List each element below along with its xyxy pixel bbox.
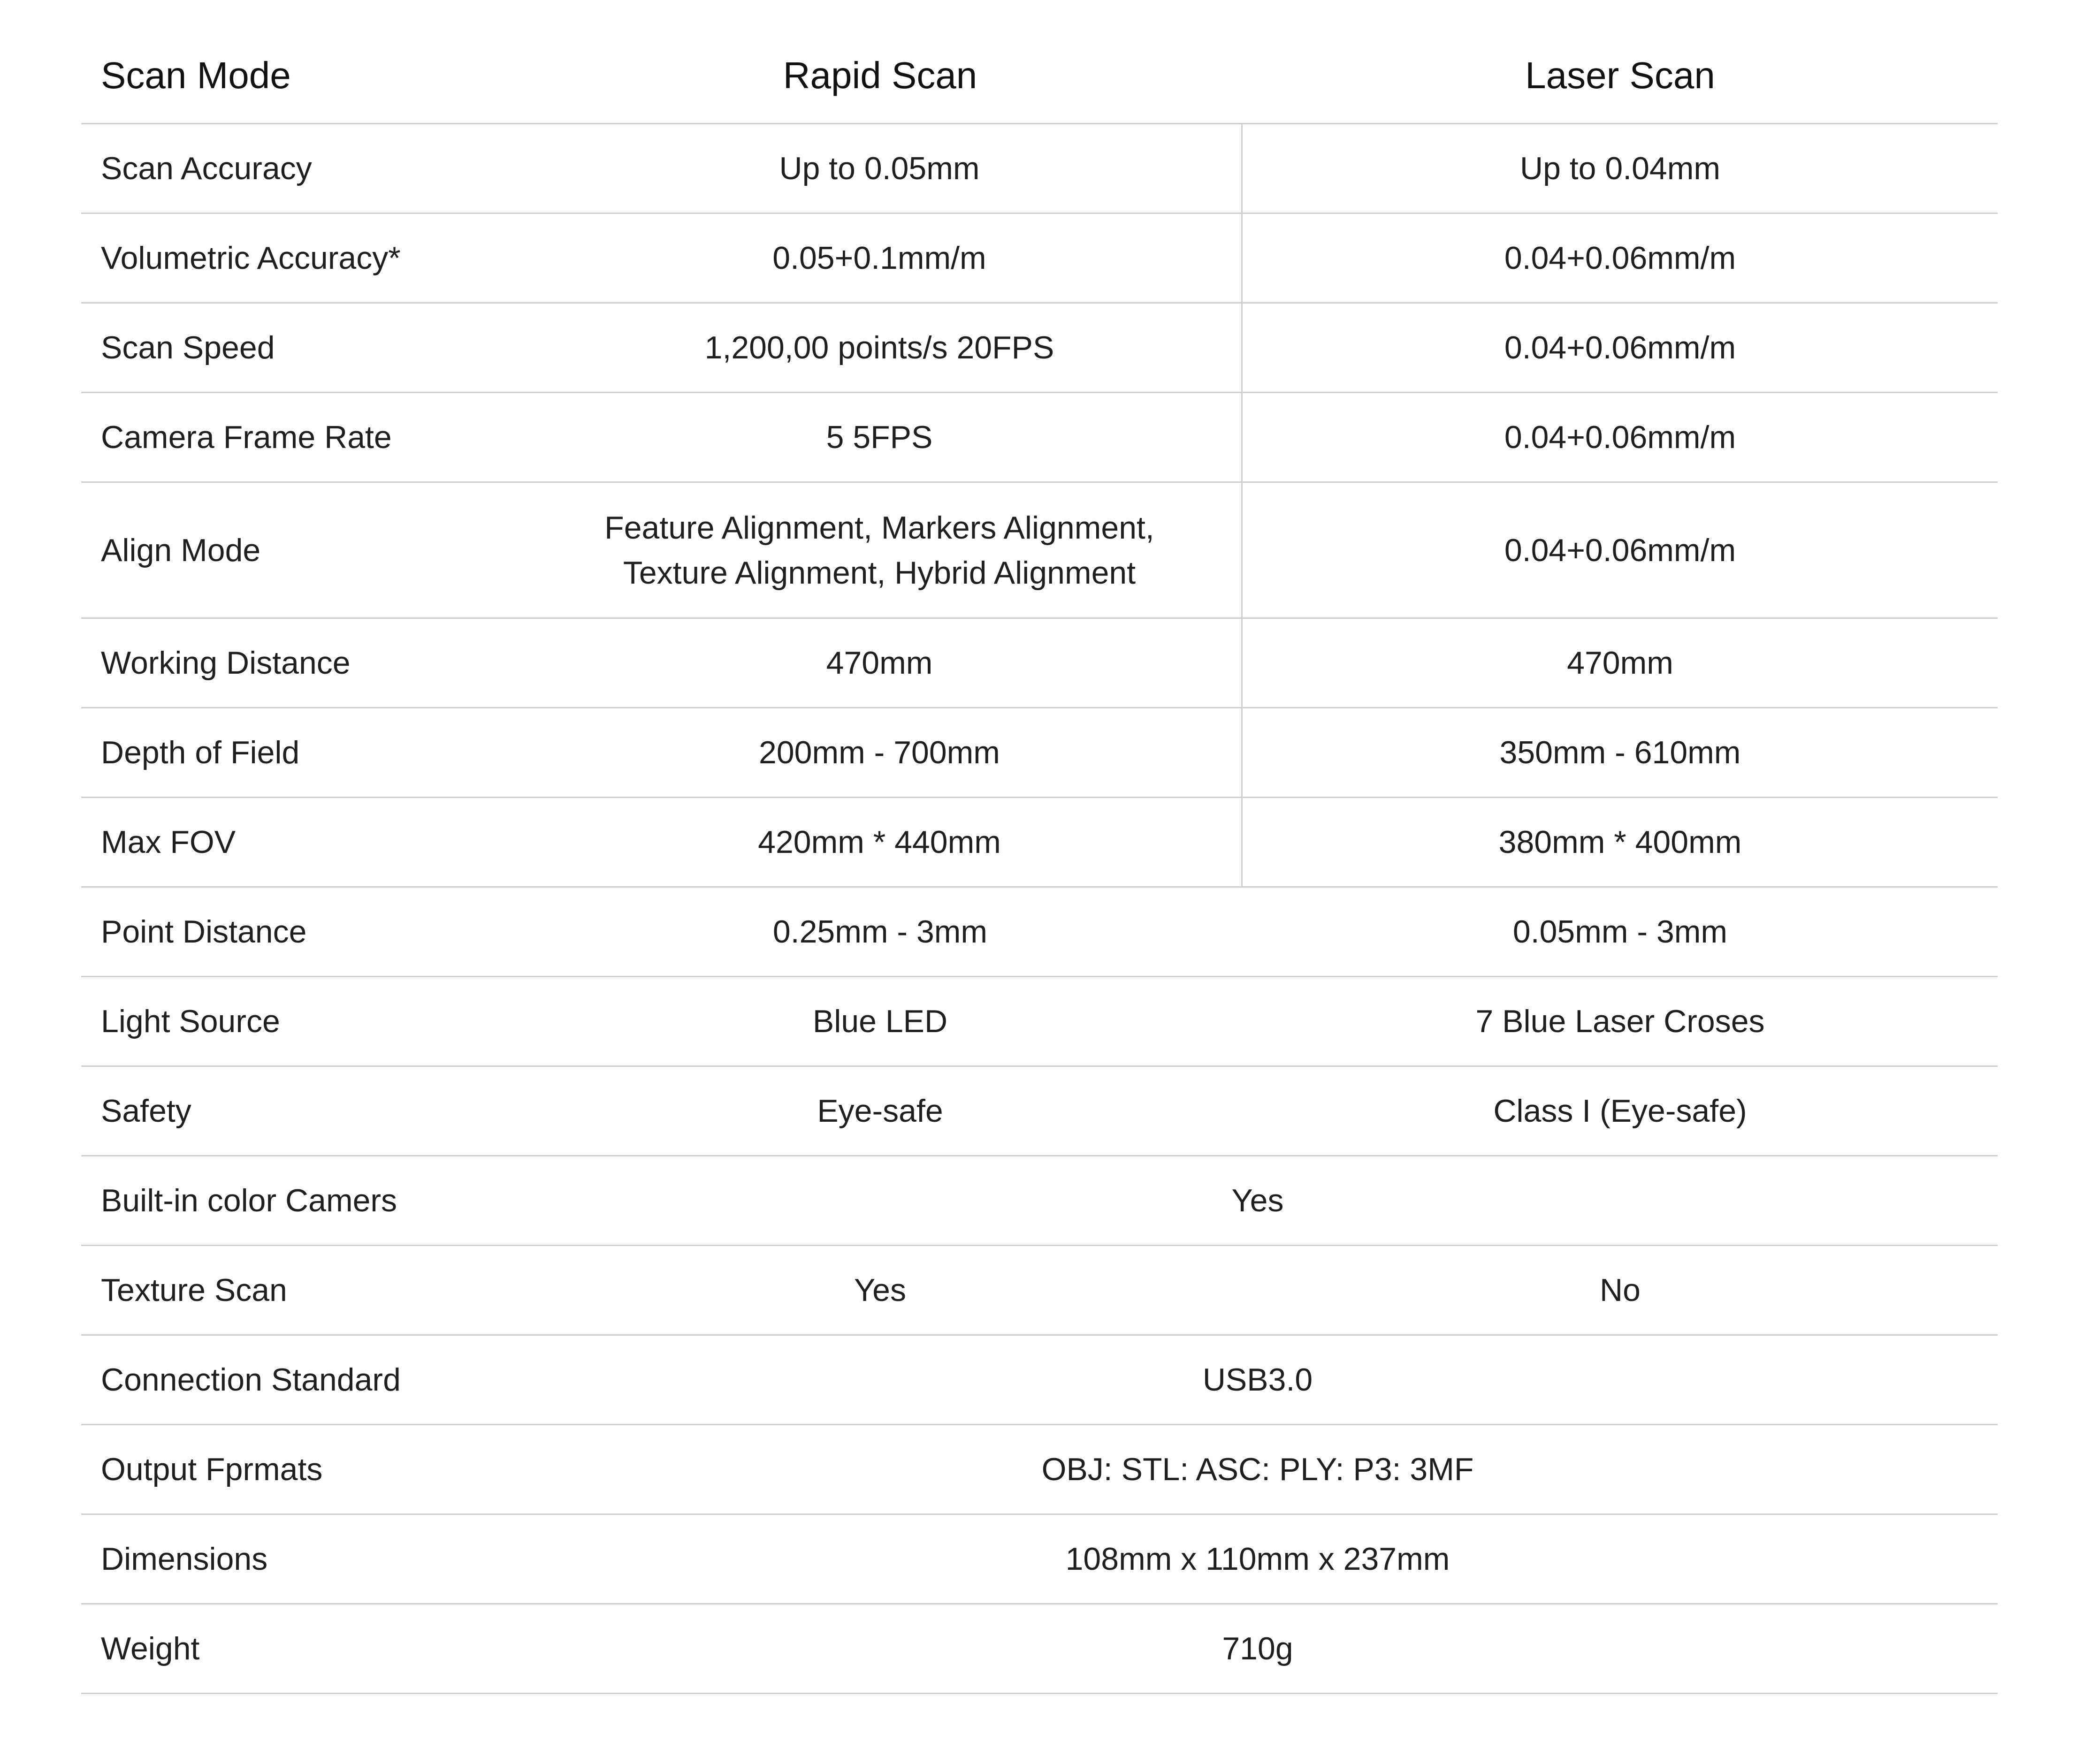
table-header-row — [81, 28, 1998, 124]
rapid-value: 200mm - 700mm — [518, 708, 1243, 797]
table-row — [81, 304, 1998, 393]
rapid-value — [518, 483, 1243, 617]
row-label: Point Distance — [101, 914, 307, 950]
rapid-value: 5 5FPS — [518, 393, 1243, 481]
row-label: Scan Speed — [101, 330, 275, 365]
row-label: Working Distance — [101, 645, 351, 681]
laser-value: 0.04+0.06mm/m — [1504, 240, 1736, 276]
laser-value: 0.05mm - 3mm — [1512, 914, 1728, 950]
shared-value: USB3.0 — [1202, 1362, 1313, 1398]
row-label: Built-in color Camers — [101, 1183, 397, 1218]
table-row — [81, 1336, 1998, 1425]
rapid-value: 470mm — [518, 619, 1243, 707]
rapid-value: 1,200,00 points/s 20FPS — [518, 304, 1243, 392]
row-label: Light Source — [101, 1004, 280, 1039]
rapid-value: 0.05+0.1mm/m — [518, 214, 1243, 302]
table-row — [81, 1515, 1998, 1604]
header-scan-mode: Scan Mode — [101, 54, 291, 96]
table-row — [81, 798, 1998, 888]
shared-value: 108mm x 110mm x 237mm — [1065, 1541, 1450, 1577]
table-row — [81, 888, 1998, 977]
table-row — [81, 393, 1998, 483]
laser-value: Up to 0.04mm — [1519, 151, 1721, 186]
laser-value: 380mm * 400mm — [1498, 824, 1742, 860]
rapid-value: Up to 0.05mm — [518, 124, 1243, 213]
table-row — [81, 1246, 1998, 1336]
row-label: Depth of Field — [101, 735, 300, 770]
row-label: Align Mode — [101, 532, 261, 568]
table-row — [81, 708, 1998, 798]
table-row — [81, 1156, 1998, 1246]
row-label: Output Fprmats — [101, 1452, 323, 1487]
laser-value: 0.04+0.06mm/m — [1504, 419, 1736, 455]
row-label: Safety — [101, 1093, 191, 1129]
table-row — [81, 1425, 1998, 1515]
laser-value: Class I (Eye-safe) — [1493, 1093, 1747, 1129]
rapid-value: 420mm * 440mm — [518, 798, 1243, 886]
table-row — [81, 977, 1998, 1067]
header-rapid-scan: Rapid Scan — [783, 54, 977, 96]
laser-value: No — [1600, 1272, 1641, 1308]
table-row — [81, 1067, 1998, 1156]
row-label: Max FOV — [101, 824, 236, 860]
rapid-value: Yes — [854, 1272, 906, 1308]
row-label: Connection Standard — [101, 1362, 401, 1398]
row-label: Camera Frame Rate — [101, 419, 392, 455]
row-label: Weight — [101, 1631, 200, 1666]
laser-value: 7 Blue Laser Croses — [1475, 1004, 1765, 1039]
table-row — [81, 214, 1998, 304]
rapid-value: Blue LED — [812, 1004, 948, 1039]
row-label: Volumetric Accuracy* — [101, 240, 401, 276]
table-row — [81, 1604, 1998, 1694]
rapid-value: 0.25mm - 3mm — [772, 914, 988, 950]
shared-value: 710g — [1222, 1631, 1293, 1666]
row-label: Dimensions — [101, 1541, 268, 1577]
shared-value: Yes — [1231, 1183, 1284, 1218]
rapid-value: Eye-safe — [817, 1093, 943, 1129]
spec-table — [81, 28, 1998, 1694]
table-row — [81, 619, 1998, 708]
row-label: Scan Accuracy — [101, 151, 312, 186]
laser-value: 0.04+0.06mm/m — [1504, 532, 1736, 568]
rapid-value-line: Feature Alignment, Markers Alignment, — [604, 509, 1154, 546]
row-label: Texture Scan — [101, 1272, 287, 1308]
laser-value: 0.04+0.06mm/m — [1504, 330, 1736, 365]
table-row — [81, 124, 1998, 214]
laser-value: 350mm - 610mm — [1499, 735, 1741, 770]
shared-value: OBJ: STL: ASC: PLY: P3: 3MF — [1041, 1452, 1474, 1487]
table-row — [81, 483, 1998, 619]
header-laser-scan: Laser Scan — [1525, 54, 1715, 96]
rapid-value-line: Texture Alignment, Hybrid Alignment — [623, 555, 1136, 591]
laser-value: 470mm — [1567, 645, 1673, 681]
